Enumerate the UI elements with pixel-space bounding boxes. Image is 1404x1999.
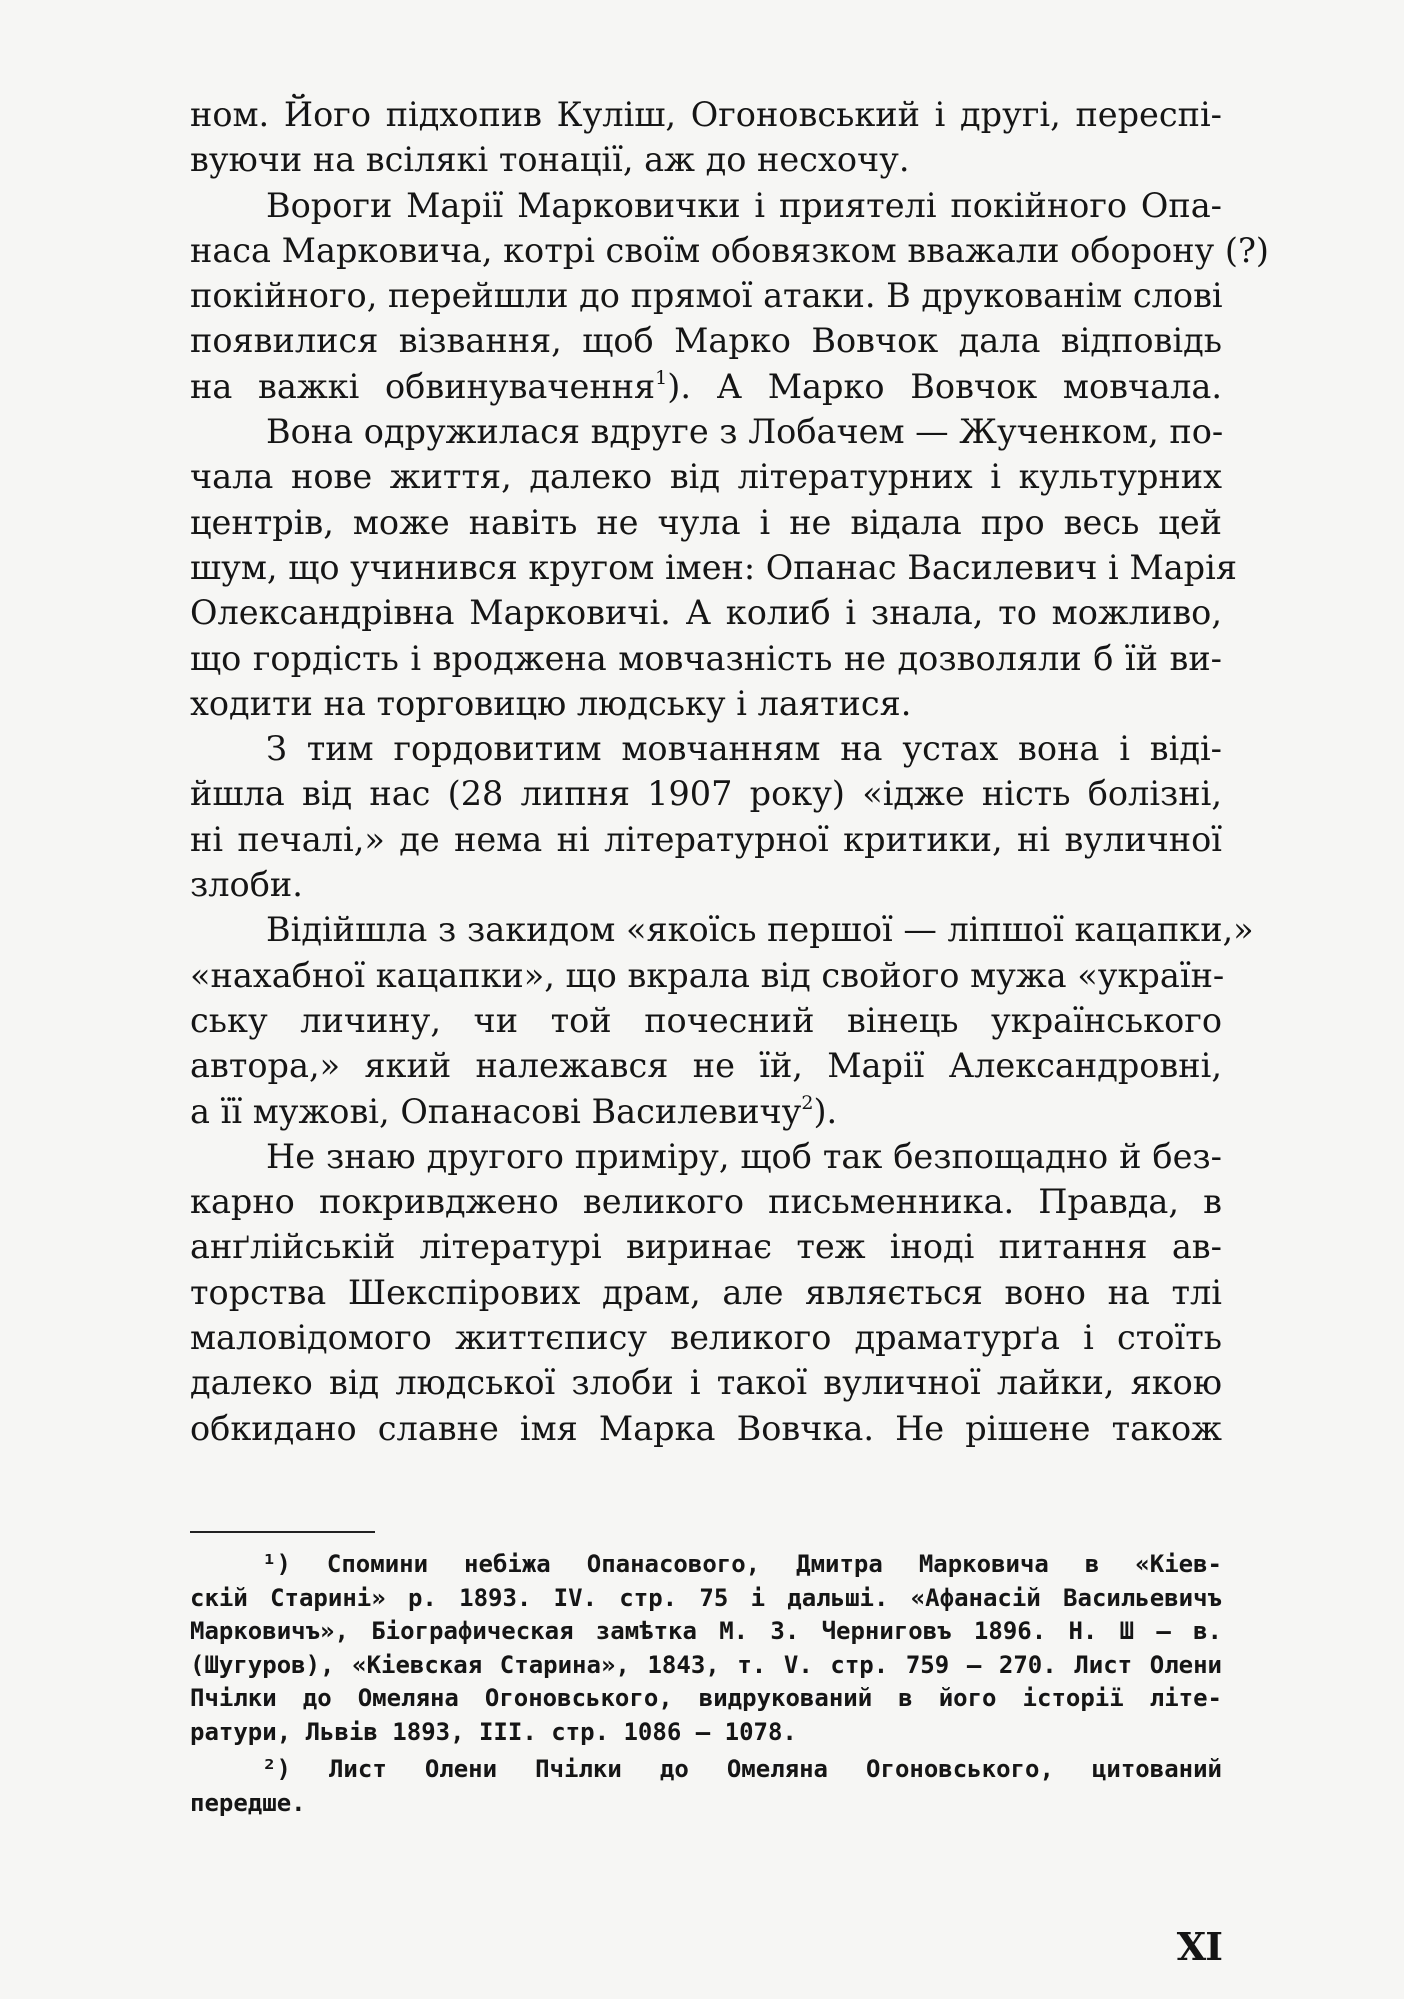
text-line: обкидано славне імя Марка Вовчка. Не рішене також: [190, 1408, 1222, 1448]
text-line: покійного, перейшли до прямої атаки. В друкованім слові: [190, 276, 1223, 316]
text-line: Вона одружилася вдруге з Лобачем — Жученком, по-: [266, 412, 1224, 452]
footnote-2: [190, 1753, 1222, 1820]
footnote-line: скій Старині» р. 1893. IV. стр. 75 і дальші. «Афанасій Васильевичъ: [190, 1583, 1222, 1612]
text-fragment: ).: [813, 1091, 838, 1131]
text-line: ходити на торговицю людську і лаятися.: [190, 683, 912, 723]
footnote-line: Марковичъ», Біографическая замѣтка М. З. Черниговъ 1896. Н. Ш — в.: [190, 1617, 1222, 1645]
text-line: ні печалі,» де нема ні літературної критики, ні вуличної: [190, 819, 1222, 859]
text-line: вуючи на всілякі тонації, аж до несхочу.: [190, 140, 910, 180]
text-fragment: ). А Марко Вовчок мовчала.: [667, 366, 1222, 406]
footnote-line: передше.: [190, 1788, 306, 1817]
footnote-ref-2: 2: [801, 1091, 814, 1114]
text-line: далеко від людської злоби і такої вуличної лайки, якою: [190, 1363, 1222, 1403]
text-line: центрів, може навіть не чула і не відала про весь цей: [190, 502, 1222, 542]
paragraph-4: [190, 726, 1222, 907]
text-line: Олександрівна Марковичі. А колиб і знала, то можливо,: [190, 593, 1222, 633]
text-fragment: на важкі обвинувачення: [190, 366, 656, 406]
paragraph-1: [190, 92, 1222, 183]
paragraph-2: [190, 183, 1270, 409]
text-line: торства Шекспірових драм, але являється воно на тлі: [190, 1272, 1222, 1312]
main-text: [190, 92, 1270, 1451]
text-line-with-footnote: [190, 364, 1222, 409]
text-line: ном. Його підхопив Куліш, Огоновський і другі, переспі-: [190, 95, 1222, 134]
footnote-line: [190, 1753, 1222, 1787]
text-fragment: Лист Олени Пчілки до Омеляна Огоновського, цитований: [328, 1755, 1222, 1783]
paragraph-6: [190, 1134, 1222, 1451]
paragraph-3: [190, 409, 1237, 726]
text-line: злоби.: [190, 865, 303, 905]
text-line: Не знаю другого приміру, щоб так безпощадно й без-: [266, 1136, 1222, 1176]
text-fragment: Спомини небіжа Опанасового, Дмитра Марковича в «Кіев-: [326, 1550, 1222, 1578]
text-line: Відійшла з закидом «якоїсь першої — ліпшої кацапки,»: [266, 910, 1254, 950]
text-line: шум, що учинився кругом імен: Опанас Василевич і Марія: [190, 547, 1237, 587]
paragraph-5: [190, 907, 1254, 1133]
text-line: маловідомого життєпису великого драматурґа і стоїть: [190, 1318, 1222, 1358]
text-line: Вороги Марії Марковички і приятелі покійного Опа-: [266, 185, 1222, 225]
text-line: анґлійській літературі виринає теж іноді питання ав-: [190, 1227, 1222, 1267]
footnote-ref-1: 1: [655, 366, 668, 389]
text-line: наса Марковича, котрі своїм обовязком вважали оборону (?): [190, 230, 1270, 270]
footnotes: [190, 1548, 1222, 1824]
text-line-with-footnote: [190, 1089, 1222, 1134]
text-line: йшла від нас (28 липня 1907 року) «іджe ність болізні,: [190, 774, 1222, 814]
text-fragment: а її мужові, Опанасові Василевичу: [190, 1091, 802, 1131]
page-number: XI: [1176, 1924, 1222, 1969]
text-line: З тим гордовитим мовчанням на устах вона і віді-: [266, 729, 1222, 769]
footnote-line: [190, 1548, 1222, 1582]
text-line: карно покривджено великого письменника. Правда, в: [190, 1182, 1222, 1222]
text-line: чала нове життя, далеко від літературних і культурних: [190, 457, 1222, 497]
footnote-line: (Шугуров), «Кіевская Старина», 1843, т. V. стр. 759 — 270. Лист Олени: [190, 1650, 1222, 1679]
footnote-divider: [190, 1531, 375, 1533]
text-line: появилися візвання, щоб Марко Вовчок дала відповідь: [190, 321, 1222, 361]
footnote-1: [190, 1548, 1222, 1749]
footnote-marker: ¹): [262, 1550, 291, 1578]
footnote-marker: ²): [262, 1755, 291, 1783]
text-line: «нахабної кацапки», що вкрала від свойого мужа «україн-: [190, 955, 1225, 995]
footnote-line: ратури, Львів 1893, III. стр. 1086 — 1078.: [190, 1717, 797, 1746]
text-line: ську личину, чи той почесний вінець українського: [190, 1000, 1222, 1040]
text-line: що гордість і вроджена мовчазність не дозволяли б їй ви-: [190, 638, 1222, 678]
text-line: автора,» який належався не їй, Марії Александровні,: [190, 1046, 1222, 1086]
footnote-line: Пчілки до Омеляна Огоновського, видрукований в його історії літе-: [190, 1684, 1222, 1712]
